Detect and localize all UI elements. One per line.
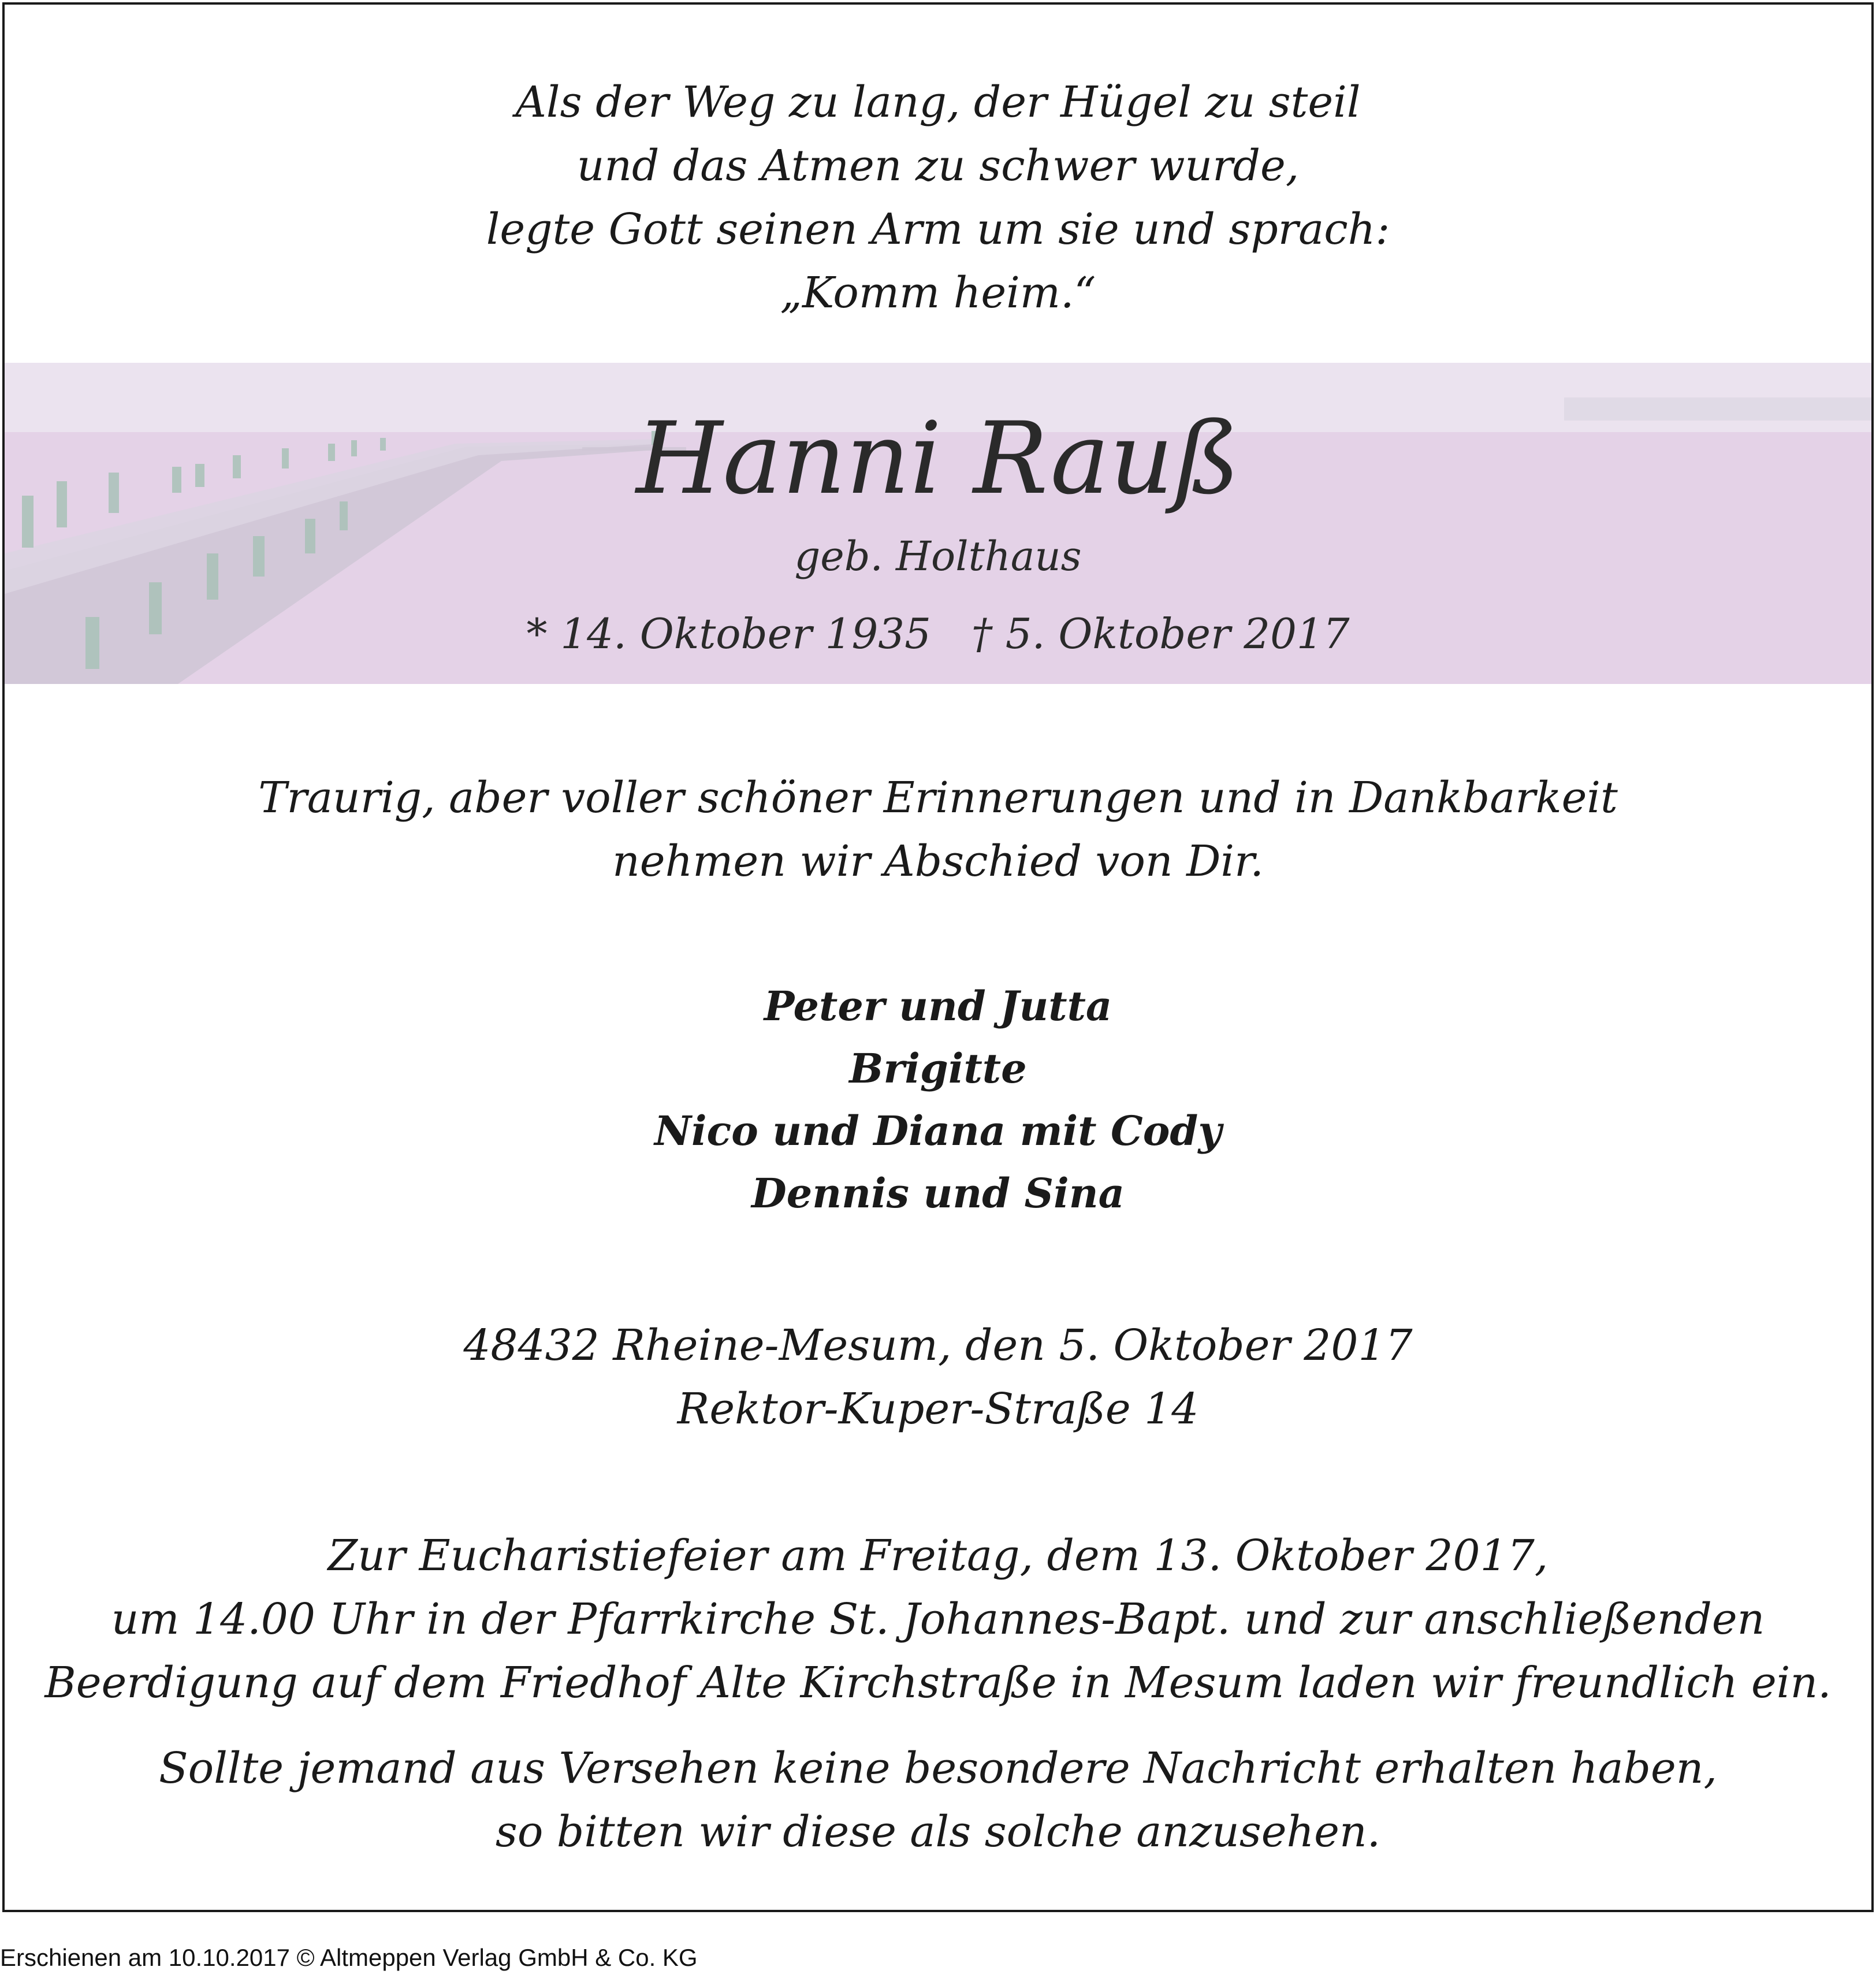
service-line: Beerdigung auf dem Friedhof Alte Kirchstraße in Mesum laden wir freundlich ein. [44, 1658, 1832, 1708]
mourners-list [5, 975, 1871, 1225]
poem-line: „Komm heim.“ [780, 268, 1096, 318]
poem [5, 70, 1871, 325]
poem-line: legte Gott seinen Arm um sie und sprach: [486, 205, 1390, 254]
note-line: so bitten wir diese als solche anzusehen. [495, 1807, 1381, 1857]
farewell-line: nehmen wir Abschied von Dir. [612, 836, 1264, 886]
note-line: Sollte jemand aus Versehen keine besondere Nachricht erhalten haben, [158, 1743, 1717, 1793]
death-date: † 5. Oktober 2017 [971, 609, 1350, 658]
mourner-name: Peter und Jutta [764, 982, 1112, 1030]
mourner-name: Nico und Diana mit Cody [654, 1107, 1222, 1155]
service-line: Zur Eucharistiefeier am Freitag, dem 13. Oktober 2017, [327, 1531, 1549, 1581]
notification-note [5, 1737, 1871, 1864]
birth-date: * 14. Oktober 1935 [526, 609, 931, 658]
farewell-line: Traurig, aber voller schöner Erinnerungen und in Dankbarkeit [258, 773, 1618, 823]
address-line: Rektor-Kuper-Straße 14 [677, 1384, 1199, 1434]
obituary-notice [2, 2, 1874, 1912]
address [5, 1314, 1871, 1441]
poem-line: und das Atmen zu schwer wurde, [576, 141, 1300, 191]
service-info [5, 1524, 1871, 1715]
life-dates [5, 608, 1871, 660]
jetty-banner [5, 363, 1871, 684]
mourner-name: Dennis und Sina [751, 1169, 1125, 1217]
deceased-name: Hanni Rauß [636, 400, 1240, 516]
birth-name: geb. Holthaus [794, 533, 1082, 580]
publication-footer: Erschienen am 10.10.2017 © Altmeppen Verlag GmbH & Co. KG [0, 1944, 698, 1971]
mourner-name: Brigitte [849, 1044, 1027, 1092]
address-line: 48432 Rheine-Mesum, den 5. Oktober 2017 [463, 1321, 1413, 1370]
service-line: um 14.00 Uhr in der Pfarrkirche St. Johannes-Bapt. und zur anschließenden [111, 1594, 1765, 1644]
poem-line: Als der Weg zu lang, der Hügel zu steil [515, 77, 1361, 127]
farewell-text [5, 766, 1871, 893]
